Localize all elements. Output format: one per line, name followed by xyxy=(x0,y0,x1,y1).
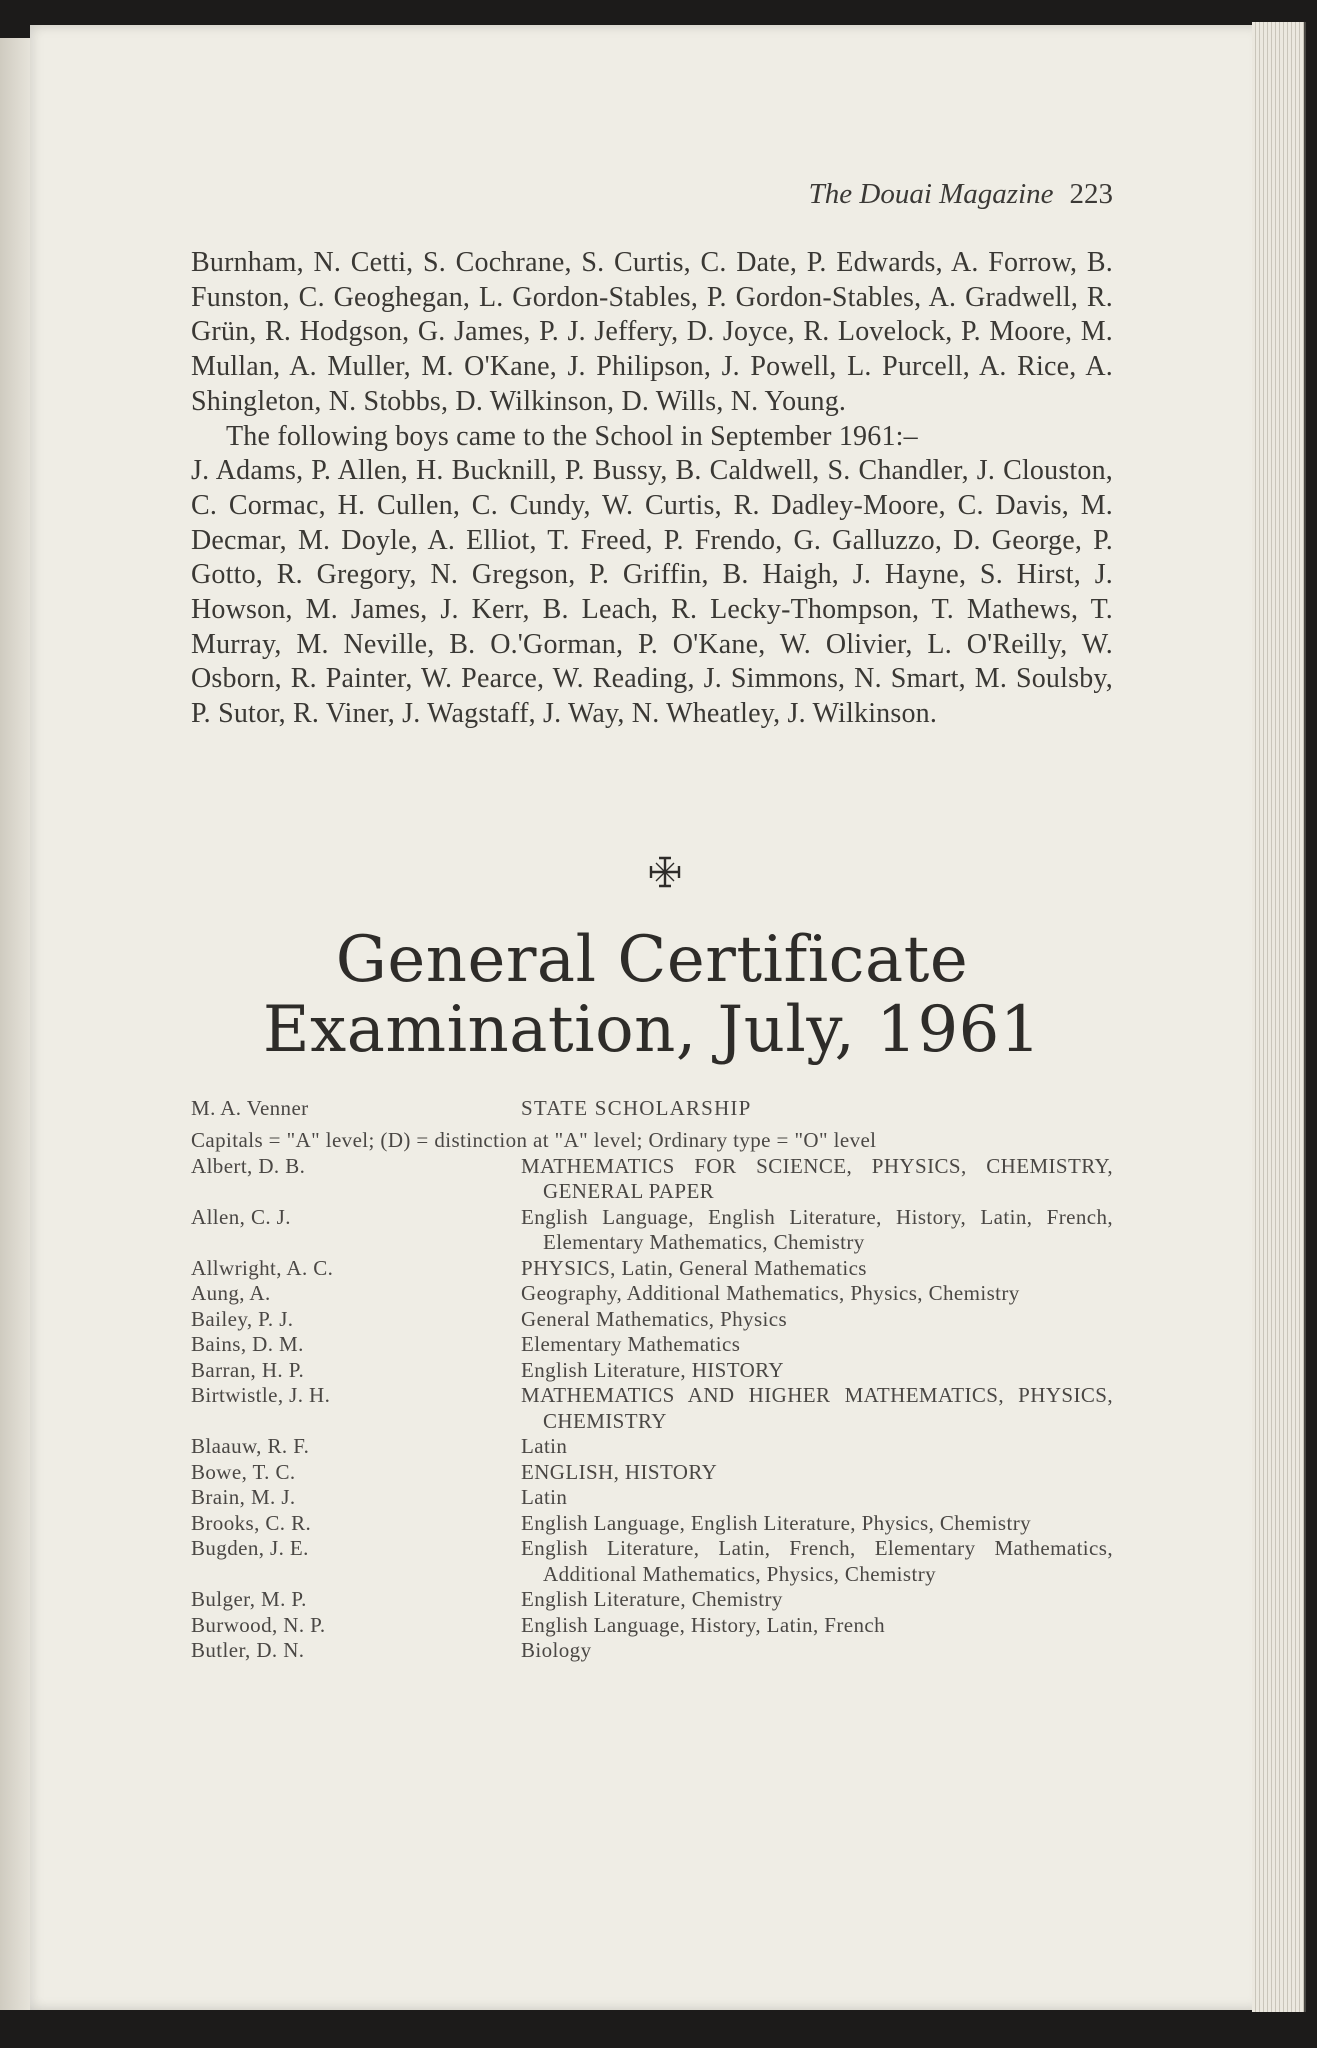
candidate-name: Birtwistle, J. H. xyxy=(191,1383,331,1407)
result-row xyxy=(191,1638,1113,1664)
boys-list-paragraph: J. Adams, P. Allen, H. Bucknill, P. Bussy, B. Caldwell, S. Chandler, J. Clouston, C. Cormac, H. Cullen, C. Cundy, W. Curtis, R. Dadley-Moore, C. Davis, M. Decmar, M. Doyle, A. Elliot, T. Freed, P. Frendo, G. Galluzzo, D. George, P. Gotto, R. Gregory, N. Gregson, P. Griffin, B. Haigh, J. Hayne, S. Hirst, J. Howson, M. James, J. Kerr, B. Leach, R. Lecky-Thompson, T. Mathews, T. Murray, M. Neville, B. O.'Gorman, P. O'Kane, W. Olivier, L. O'Reilly, W. Osborn, R. Painter, W. Pearce, W. Reading, J. Simmons, N. Smart, M. Soulsby, P. Sutor, R. Viner, J. Wagstaff, J. Way, N. Wheatley, J. Wilkinson. xyxy=(191,455,1113,730)
candidate-subjects: MATHEMATICS AND HIGHER MATHEMATICS, PHYSICS, CHEMISTRY xyxy=(521,1383,1113,1433)
candidate-subjects: English Literature, Chemistry xyxy=(521,1587,783,1611)
result-row xyxy=(191,1434,1113,1460)
candidate-name: Brooks, C. R. xyxy=(191,1510,312,1535)
candidate-subjects: ENGLISH, HISTORY xyxy=(521,1459,718,1484)
boys-list xyxy=(191,246,1113,732)
candidate-name: Bugden, J. E. xyxy=(191,1536,309,1560)
candidate-name: Blaauw, R. F. xyxy=(191,1434,310,1458)
boys-list-intro: The following boys came to the School in September 1961:– xyxy=(226,420,918,452)
result-row xyxy=(191,1460,1113,1486)
scholar-name: M. A. Venner xyxy=(191,1096,309,1120)
boys-list-paragraph: Burnham, N. Cetti, S. Cochrane, S. Curtis, C. Date, P. Edwards, A. Forrow, B. Funston, C. Geoghegan, L. Gordon-Stables, P. Gordon-Stables, A. Gradwell, R. Grün, R. Hodgson, G. James, P. J. Jeffery, D. Joyce, R. Lovelock, P. Moore, M. Mullan, A. Muller, M. O'Kane, J. Philipson, J. Powell, L. Purcell, A. Rice, A. Shingleton, N. Stobbs, D. Wilkinson, D. Wills, N. Young. xyxy=(191,247,1113,417)
candidate-subjects: MATHEMATICS FOR SCIENCE, PHYSICS, CHEMISTRY, GENERAL PAPER xyxy=(521,1153,1113,1203)
result-row xyxy=(191,1256,1113,1282)
scholarship-award: STATE SCHOLARSHIP xyxy=(521,1096,752,1120)
result-row xyxy=(191,1383,1113,1434)
candidate-subjects: Biology xyxy=(521,1638,592,1662)
candidate-name: Burwood, N. P. xyxy=(191,1612,326,1637)
candidate-subjects: English Language, History, Latin, French xyxy=(521,1612,885,1637)
result-row xyxy=(191,1205,1113,1256)
scholarship-line xyxy=(191,1096,1113,1122)
candidate-name: Barran, H. P. xyxy=(191,1357,305,1382)
heading-line-2: Examination, July, 1961 xyxy=(262,993,1042,1067)
result-row xyxy=(191,1332,1113,1358)
results-list xyxy=(191,1096,1113,1664)
candidate-name: Aung, A. xyxy=(191,1281,271,1305)
results-rows xyxy=(191,1154,1113,1664)
candidate-subjects: PHYSICS, Latin, General Mathematics xyxy=(521,1255,867,1280)
candidate-subjects: Latin xyxy=(521,1485,568,1509)
candidate-subjects: English Literature, HISTORY xyxy=(521,1357,784,1382)
candidate-name: Allen, C. J. xyxy=(191,1204,291,1229)
heading-line-1: General Certificate xyxy=(335,923,969,997)
result-row xyxy=(191,1613,1113,1639)
candidate-name: Bulger, M. P. xyxy=(191,1587,307,1611)
candidate-name: Butler, D. N. xyxy=(191,1638,305,1662)
result-row xyxy=(191,1154,1113,1205)
candidate-subjects: Latin xyxy=(521,1434,568,1458)
result-row xyxy=(191,1358,1113,1384)
candidate-name: Bailey, P. J. xyxy=(191,1306,294,1331)
page-edge-left xyxy=(0,38,30,2010)
result-row xyxy=(191,1281,1113,1307)
candidate-name: Bowe, T. C. xyxy=(191,1459,296,1484)
cross-ornament-icon xyxy=(648,855,682,889)
candidate-subjects: General Mathematics, Physics xyxy=(521,1306,788,1331)
candidate-name: Allwright, A. C. xyxy=(191,1255,334,1280)
candidate-name: Albert, D. B. xyxy=(191,1153,306,1178)
result-row xyxy=(191,1307,1113,1333)
result-row xyxy=(191,1536,1113,1587)
candidate-name: Bains, D. M. xyxy=(191,1332,304,1356)
page-edge-right xyxy=(1252,22,1306,2012)
running-head xyxy=(735,178,1113,211)
candidate-subjects: English Language, English Literature, History, Latin, French, Elementary Mathematics, Chemistry xyxy=(521,1204,1113,1254)
magazine-title: The Douai Magazine xyxy=(808,178,1054,210)
candidate-subjects: English Language, English Literature, Physics, Chemistry xyxy=(521,1510,1031,1535)
section-heading xyxy=(191,925,1113,1065)
result-row xyxy=(191,1587,1113,1613)
candidate-subjects: Geography, Additional Mathematics, Physics, Chemistry xyxy=(521,1281,1020,1305)
key-note: Capitals = "A" level; (D) = distinction at "A" level; Ordinary type = "O" level xyxy=(191,1128,877,1152)
page-number: 223 xyxy=(1069,178,1113,210)
candidate-name: Brain, M. J. xyxy=(191,1485,296,1509)
candidate-subjects: English Literature, Latin, French, Elementary Mathematics, Additional Mathematics, Physics, Chemistry xyxy=(521,1536,1113,1586)
result-row xyxy=(191,1485,1113,1511)
candidate-subjects: Elementary Mathematics xyxy=(521,1332,741,1356)
result-row xyxy=(191,1511,1113,1537)
